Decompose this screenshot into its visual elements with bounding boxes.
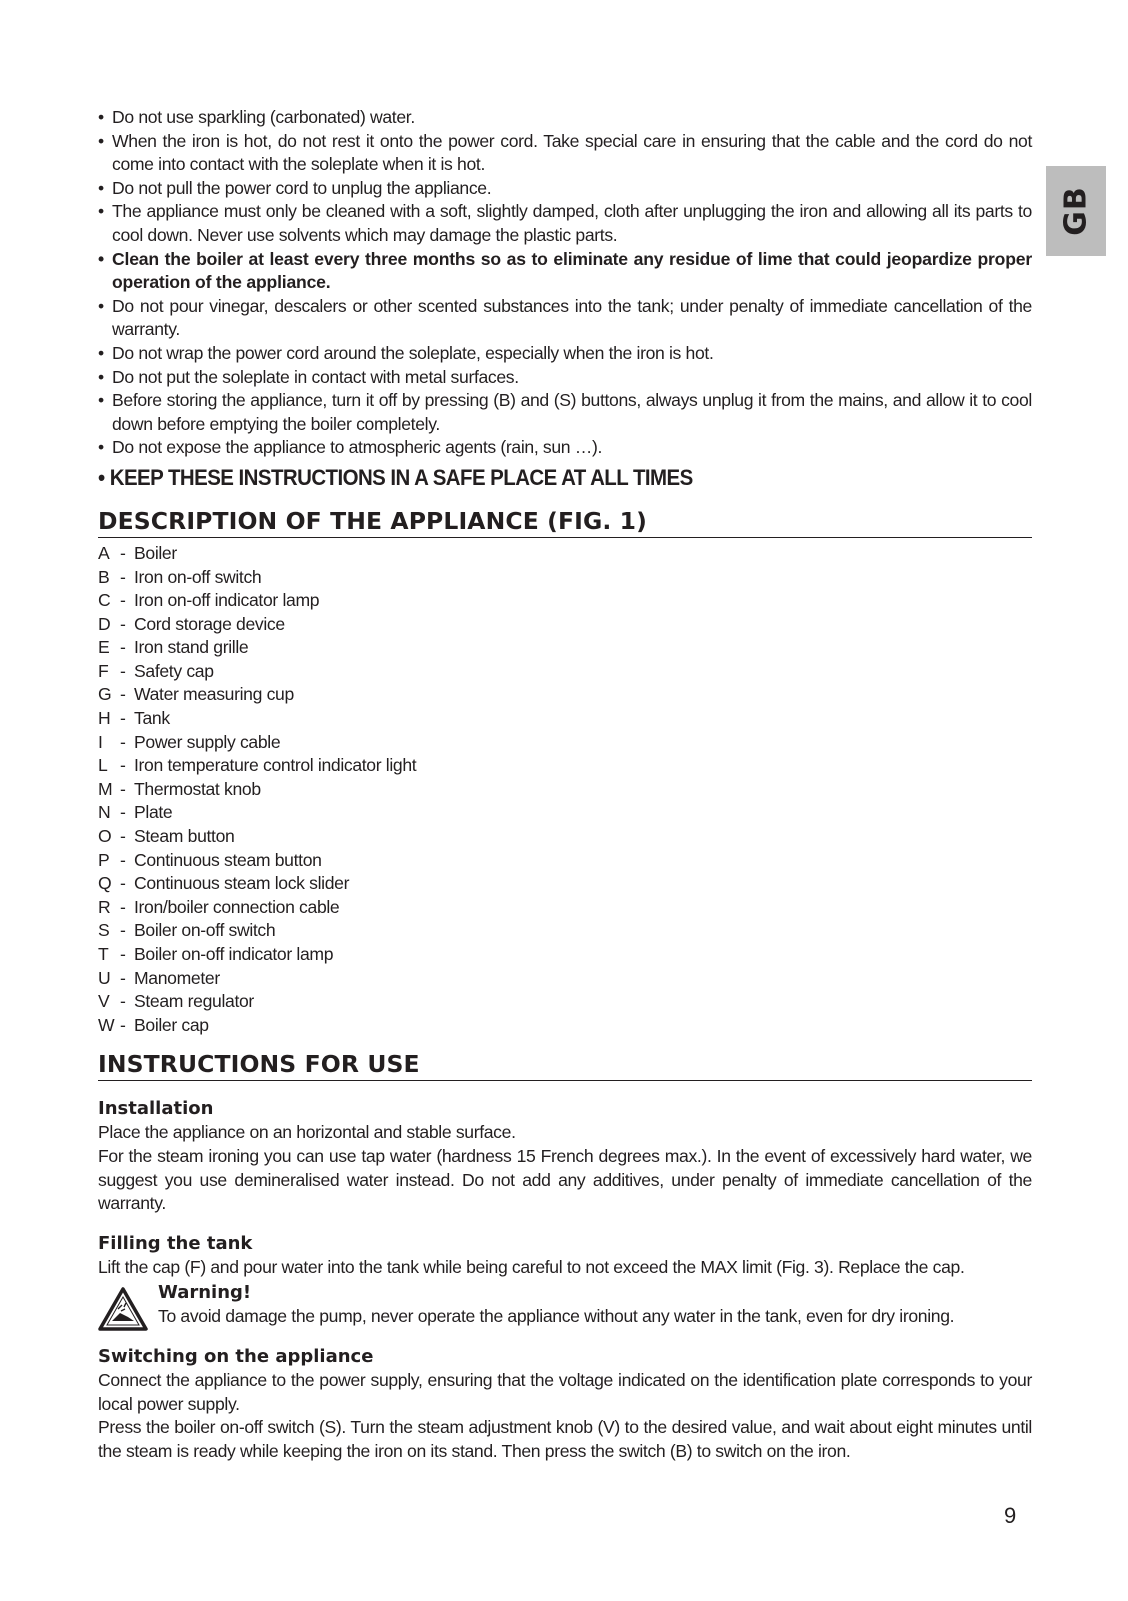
part-item (98, 849, 1032, 873)
part-item (98, 589, 1032, 613)
safety-item: • Do not expose the appliance to atmospheric agents (rain, sun …). (98, 436, 1032, 460)
part-letter: I (98, 731, 103, 752)
part-label: Steam regulator (134, 991, 254, 1012)
safety-item: • Do not pull the power cord to unplug the appliance. (98, 177, 1032, 201)
part-letter: U (98, 967, 111, 988)
part-item (98, 990, 1032, 1014)
safety-item: • Before storing the appliance, turn it off by pressing (B) and (S) buttons, always unplug it from the mains, and allow it to cool down before emptying the boiler completely. (98, 389, 1032, 436)
part-label: Thermostat knob (134, 778, 261, 799)
part-separator: - (120, 731, 126, 752)
part-letter: N (98, 802, 111, 823)
filling-title: Filling the tank (98, 1232, 253, 1254)
part-letter: V (98, 991, 110, 1012)
part-separator: - (120, 684, 126, 705)
description-heading: DESCRIPTION OF THE APPLIANCE (FIG. 1) (98, 506, 1032, 538)
part-separator: - (120, 637, 126, 658)
part-item (98, 943, 1032, 967)
part-separator: - (120, 991, 126, 1012)
part-letter: T (98, 944, 109, 964)
instructions-heading: INSTRUCTIONS FOR USE (98, 1049, 1032, 1081)
part-letter: M (98, 778, 113, 799)
part-label: Boiler cap (134, 1014, 209, 1035)
warning-text: To avoid damage the pump, never operate the appliance without any water in the tank, even for dry ironing. (158, 1306, 955, 1327)
part-item (98, 707, 1032, 731)
part-item (98, 636, 1032, 660)
part-letter: S (98, 920, 110, 941)
part-separator: - (120, 542, 126, 563)
part-letter: H (98, 708, 111, 729)
part-label: Boiler (134, 542, 177, 563)
part-item (98, 801, 1032, 825)
part-label: Boiler on-off indicator lamp (134, 944, 334, 964)
safety-item: • When the iron is hot, do not rest it onto the power cord. Take special care in ensuring that the cable and the cord do not come into contact with the soleplate when it is hot. (98, 130, 1032, 177)
manual-page (98, 106, 1032, 1463)
part-item (98, 967, 1032, 991)
part-item (98, 1014, 1032, 1038)
part-item (98, 731, 1032, 755)
part-label: Power supply cable (134, 731, 281, 752)
safety-item: • The appliance must only be cleaned with a soft, slightly damped, cloth after unplugging the iron and allowing all its parts to cool down. Never use solvents which may damage the plastic parts. (98, 200, 1032, 247)
part-label: Water measuring cup (134, 684, 294, 705)
switching-paragraph-1: Connect the appliance to the power supply, ensuring that the voltage indicated on the identification plate corresponds to your local power supply. (98, 1369, 1032, 1414)
part-letter: F (98, 660, 109, 681)
part-item (98, 872, 1032, 896)
safety-item: • Do not pour vinegar, descalers or other scented substances into the tank; under penalty of immediate cancellation of the warranty. (98, 295, 1032, 342)
part-separator: - (120, 802, 126, 823)
part-item (98, 825, 1032, 849)
part-separator: - (120, 920, 126, 941)
part-letter: G (98, 684, 112, 705)
parts-list (98, 542, 1032, 1037)
part-separator: - (120, 826, 126, 847)
safety-item: • Do not use sparkling (carbonated) water. (98, 106, 1032, 130)
part-separator: - (120, 944, 126, 964)
part-letter: W (98, 1014, 115, 1035)
part-item (98, 566, 1032, 590)
part-item (98, 896, 1032, 920)
part-separator: - (120, 778, 126, 799)
language-tab-label: GB (1058, 186, 1094, 236)
part-separator: - (120, 1014, 126, 1035)
part-letter: R (98, 896, 111, 917)
part-label: Continuous steam button (134, 849, 322, 870)
part-item (98, 778, 1032, 802)
part-letter: P (98, 849, 110, 870)
part-separator: - (120, 566, 126, 587)
language-tab (1046, 166, 1106, 256)
part-separator: - (120, 849, 126, 870)
part-letter: A (98, 542, 110, 563)
part-separator: - (120, 967, 126, 988)
part-label: Continuous steam lock slider (134, 873, 350, 894)
keep-instructions-notice: • KEEP THESE INSTRUCTIONS IN A SAFE PLACE AT ALL TIMES (98, 464, 693, 490)
part-label: Manometer (134, 967, 220, 988)
safety-item: • Do not wrap the power cord around the soleplate, especially when the iron is hot. (98, 342, 1032, 366)
part-item (98, 683, 1032, 707)
part-letter: E (98, 637, 110, 658)
part-letter: Q (98, 873, 112, 894)
installation-title: Installation (98, 1098, 214, 1120)
part-label: Iron on-off indicator lamp (134, 590, 320, 611)
part-item (98, 660, 1032, 684)
part-item (98, 613, 1032, 637)
part-letter: L (98, 755, 108, 776)
part-letter: O (98, 826, 112, 847)
part-separator: - (120, 873, 126, 894)
part-label: Steam button (134, 826, 235, 847)
part-separator: - (120, 590, 126, 611)
part-letter: D (98, 613, 111, 634)
part-separator: - (120, 896, 126, 917)
part-letter: C (98, 590, 111, 611)
part-separator: - (120, 613, 126, 634)
part-separator: - (120, 660, 126, 681)
part-label: Safety cap (134, 660, 214, 681)
part-label: Iron on-off switch (134, 566, 262, 587)
part-item (98, 542, 1032, 566)
safety-item: • Clean the boiler at least every three months so as to eliminate any residue of lime that could jeopardize proper operation of the appliance. (98, 248, 1032, 295)
safety-item: • Do not put the soleplate in contact with metal surfaces. (98, 366, 1032, 390)
part-label: Cord storage device (134, 613, 285, 634)
warning-icon (98, 1287, 148, 1331)
part-separator: - (120, 755, 126, 776)
safety-list (98, 106, 1032, 460)
switching-title: Switching on the appliance (98, 1345, 374, 1367)
installation-paragraph-1: Place the appliance on an horizontal and stable surface. (98, 1122, 516, 1143)
switching-paragraph-2: Press the boiler on-off switch (S). Turn the steam adjustment knob (V) to the desired value, and wait about eight minutes until the steam is ready while keeping the iron on its stand. Then press the switch (B) to switch on the iron. (98, 1417, 1032, 1461)
warning-title: Warning! (158, 1282, 252, 1304)
page-number: 9 (1004, 1503, 1017, 1528)
part-letter: B (98, 566, 110, 587)
part-label: Plate (134, 802, 173, 823)
part-label: Iron/boiler connection cable (134, 896, 340, 917)
part-label: Iron stand grille (134, 637, 249, 658)
part-item (98, 919, 1032, 943)
filling-paragraph: Lift the cap (F) and pour water into the tank while being careful to not exceed the MAX limit (Fig. 3). Replace the cap. (98, 1256, 965, 1277)
part-label: Iron temperature control indicator light (134, 755, 417, 776)
part-label: Tank (134, 708, 170, 729)
part-item (98, 754, 1032, 778)
warning-block (98, 1281, 1032, 1329)
part-label: Boiler on-off switch (134, 920, 276, 941)
installation-paragraph-2: For the steam ironing you can use tap water (hardness 15 French degrees max.). In the event of excessively hard water, we suggest you use demineralised water instead. Do not add any additives, under penalty of immediate cancellation of the warranty. (98, 1145, 1032, 1214)
part-separator: - (120, 708, 126, 729)
